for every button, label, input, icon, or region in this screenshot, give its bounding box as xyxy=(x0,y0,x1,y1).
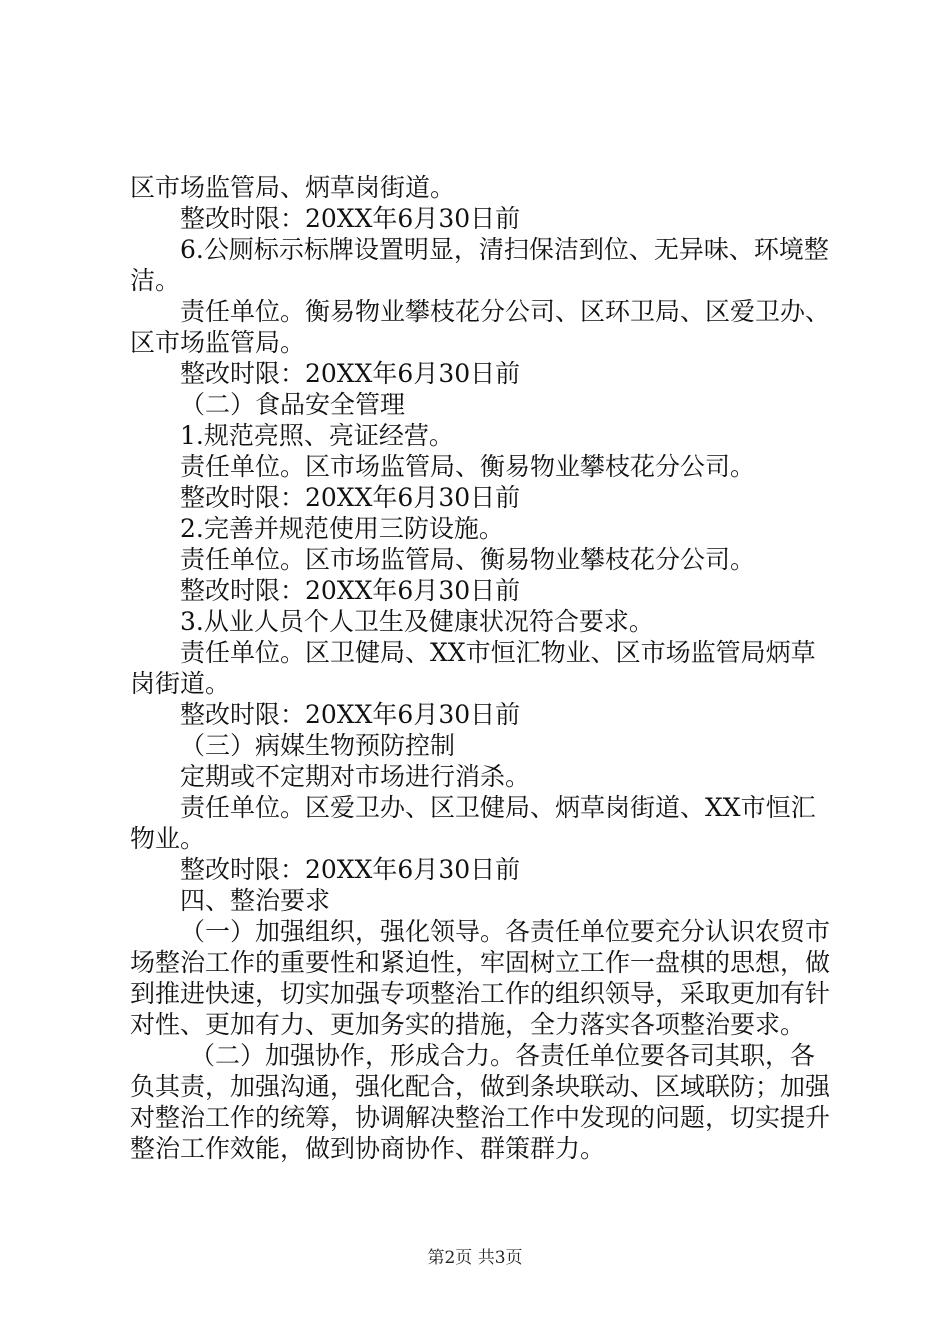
paragraph: （二）食品安全管理 xyxy=(180,390,406,419)
paragraph: 责任单位。区爱卫办、区卫健局、炳草岗街道、XX市恒汇物业。 xyxy=(130,793,816,853)
paragraph: 整改时限：20XX年6月30日前 xyxy=(180,700,521,729)
paragraph: 整改时限：20XX年6月30日前 xyxy=(180,576,521,605)
paragraph: （一）加强组织，强化领导。各责任单位要充分认识农贸市场整治工作的重要性和紧迫性，牢固树立工作一盘棋的思想，做到推进快速，切实加强专项整治工作的组织领导，采取更加有针对性、更加有力、更加务实的措施，全力落实各项整治要求。 xyxy=(130,917,831,1039)
paragraph: 责任单位。区市场监管局、衡易物业攀枝花分公司。 xyxy=(180,452,756,481)
paragraph: 责任单位。区市场监管局、衡易物业攀枝花分公司。 xyxy=(180,545,756,574)
paragraph: （三）病媒生物预防控制 xyxy=(180,731,456,760)
page-footer: 第2页 共3页 xyxy=(427,1248,523,1268)
document-body xyxy=(130,172,830,1164)
paragraph: 6.公厕标示标牌设置明显，清扫保洁到位、无异味、环境整洁。 xyxy=(130,235,829,295)
paragraph: 四、整治要求 xyxy=(180,886,331,915)
paragraph: 1.规范亮照、亮证经营。 xyxy=(180,421,454,450)
paragraph: 责任单位。衡易物业攀枝花分公司、区环卫局、区爱卫办、区市场监管局。 xyxy=(130,297,831,357)
paragraph: 整改时限：20XX年6月30日前 xyxy=(180,855,521,884)
paragraph: 2.完善并规范使用三防设施。 xyxy=(180,514,504,543)
paragraph: 定期或不定期对市场进行消杀。 xyxy=(180,762,531,791)
paragraph: 整改时限：20XX年6月30日前 xyxy=(180,359,521,388)
paragraph: 整改时限：20XX年6月30日前 xyxy=(180,483,521,512)
paragraph: 3.从业人员个人卫生及健康状况符合要求。 xyxy=(180,607,654,636)
paragraph: 责任单位。区卫健局、XX市恒汇物业、区市场监管局炳草岗街道。 xyxy=(130,638,816,698)
paragraph: 区市场监管局、炳草岗街道。 xyxy=(130,173,456,202)
paragraph: （二）加强协作，形成合力。各责任单位要各司其职，各负其责，加强沟通，强化配合，做到条块联动、区域联防；加强对整治工作的统筹，协调解决整治工作中发现的问题，切实提升整治工作效能，做到协商协作、群策群力。 xyxy=(130,1041,831,1163)
paragraph: 整改时限：20XX年6月30日前 xyxy=(180,204,521,233)
